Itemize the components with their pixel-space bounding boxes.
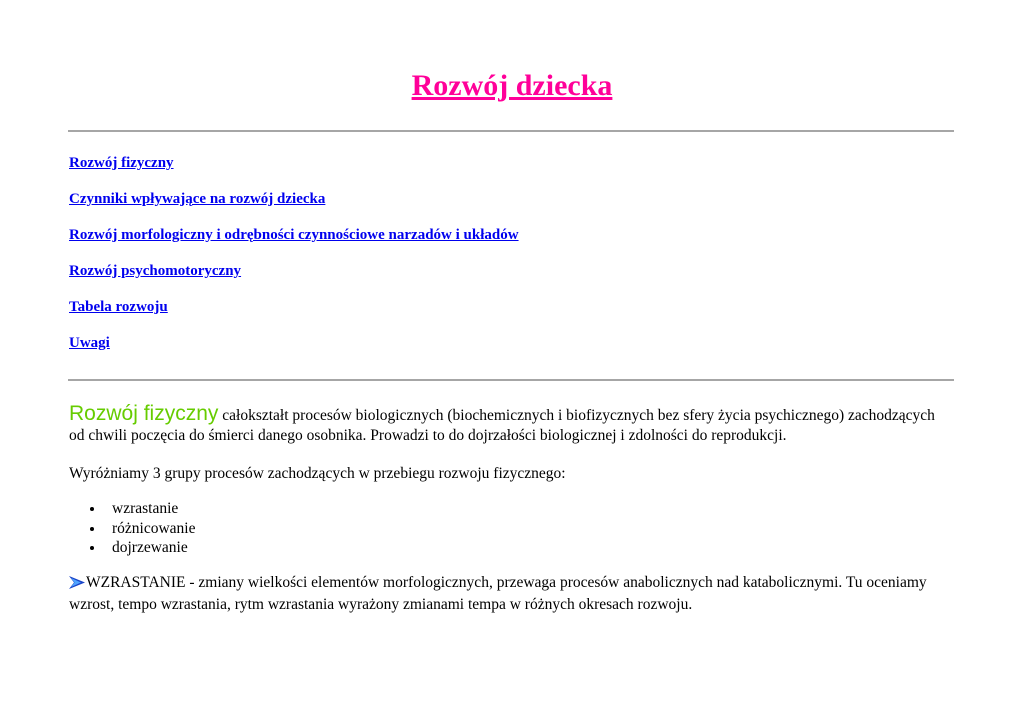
- divider-top: [68, 130, 954, 132]
- section-heading: Rozwój fizyczny: [69, 402, 219, 425]
- list-item: dojrzewanie: [90, 538, 196, 558]
- groups-paragraph: Wyróżniamy 3 grupy procesów zachodzących w przebiegu rozwoju fizycznego:: [69, 465, 566, 482]
- page-title: Rozwój dziecka: [411, 69, 613, 102]
- list-item: różnicowanie: [90, 519, 196, 539]
- toc-link-rozwoj-fizyczny[interactable]: Rozwój fizyczny: [69, 155, 174, 171]
- intro-paragraph: [69, 404, 949, 446]
- growth-paragraph: [69, 573, 949, 615]
- growth-text: WZRASTANIE - zmiany wielkości elementów morfologicznych, przewaga procesów anabolicznych nad katabolicznymi. Tu oceniamy wzrost, tempo wzrastania, rytm wzrastania wyrażony zmianami tempa w różnych okresach rozwoju.: [69, 574, 927, 613]
- groups-list: [90, 499, 196, 558]
- toc-link-uwagi[interactable]: Uwagi: [69, 335, 110, 351]
- intro-text: całokształt procesów biologicznych (biochemicznych i biofizycznych bez sfery życia psychicznego) zachodzących od chwili poczęcia do śmierci danego osobnika. Prowadzi to do dojrzałości biologicznej i zdolności do reprodukcji.: [69, 407, 935, 444]
- divider-bottom: [68, 379, 954, 381]
- list-item: wzrastanie: [90, 499, 196, 519]
- arrow-bullet-icon: [69, 575, 85, 595]
- toc-link-rozwoj-psychomotoryczny[interactable]: Rozwój psychomotoryczny: [69, 263, 242, 279]
- toc-link-rozwoj-morfologiczny[interactable]: Rozwój morfologiczny i odrębności czynnościowe narzadów i układów: [69, 227, 519, 243]
- toc-link-tabela-rozwoju[interactable]: Tabela rozwoju: [69, 299, 168, 315]
- toc-link-czynniki[interactable]: Czynniki wpływające na rozwój dziecka: [69, 191, 326, 207]
